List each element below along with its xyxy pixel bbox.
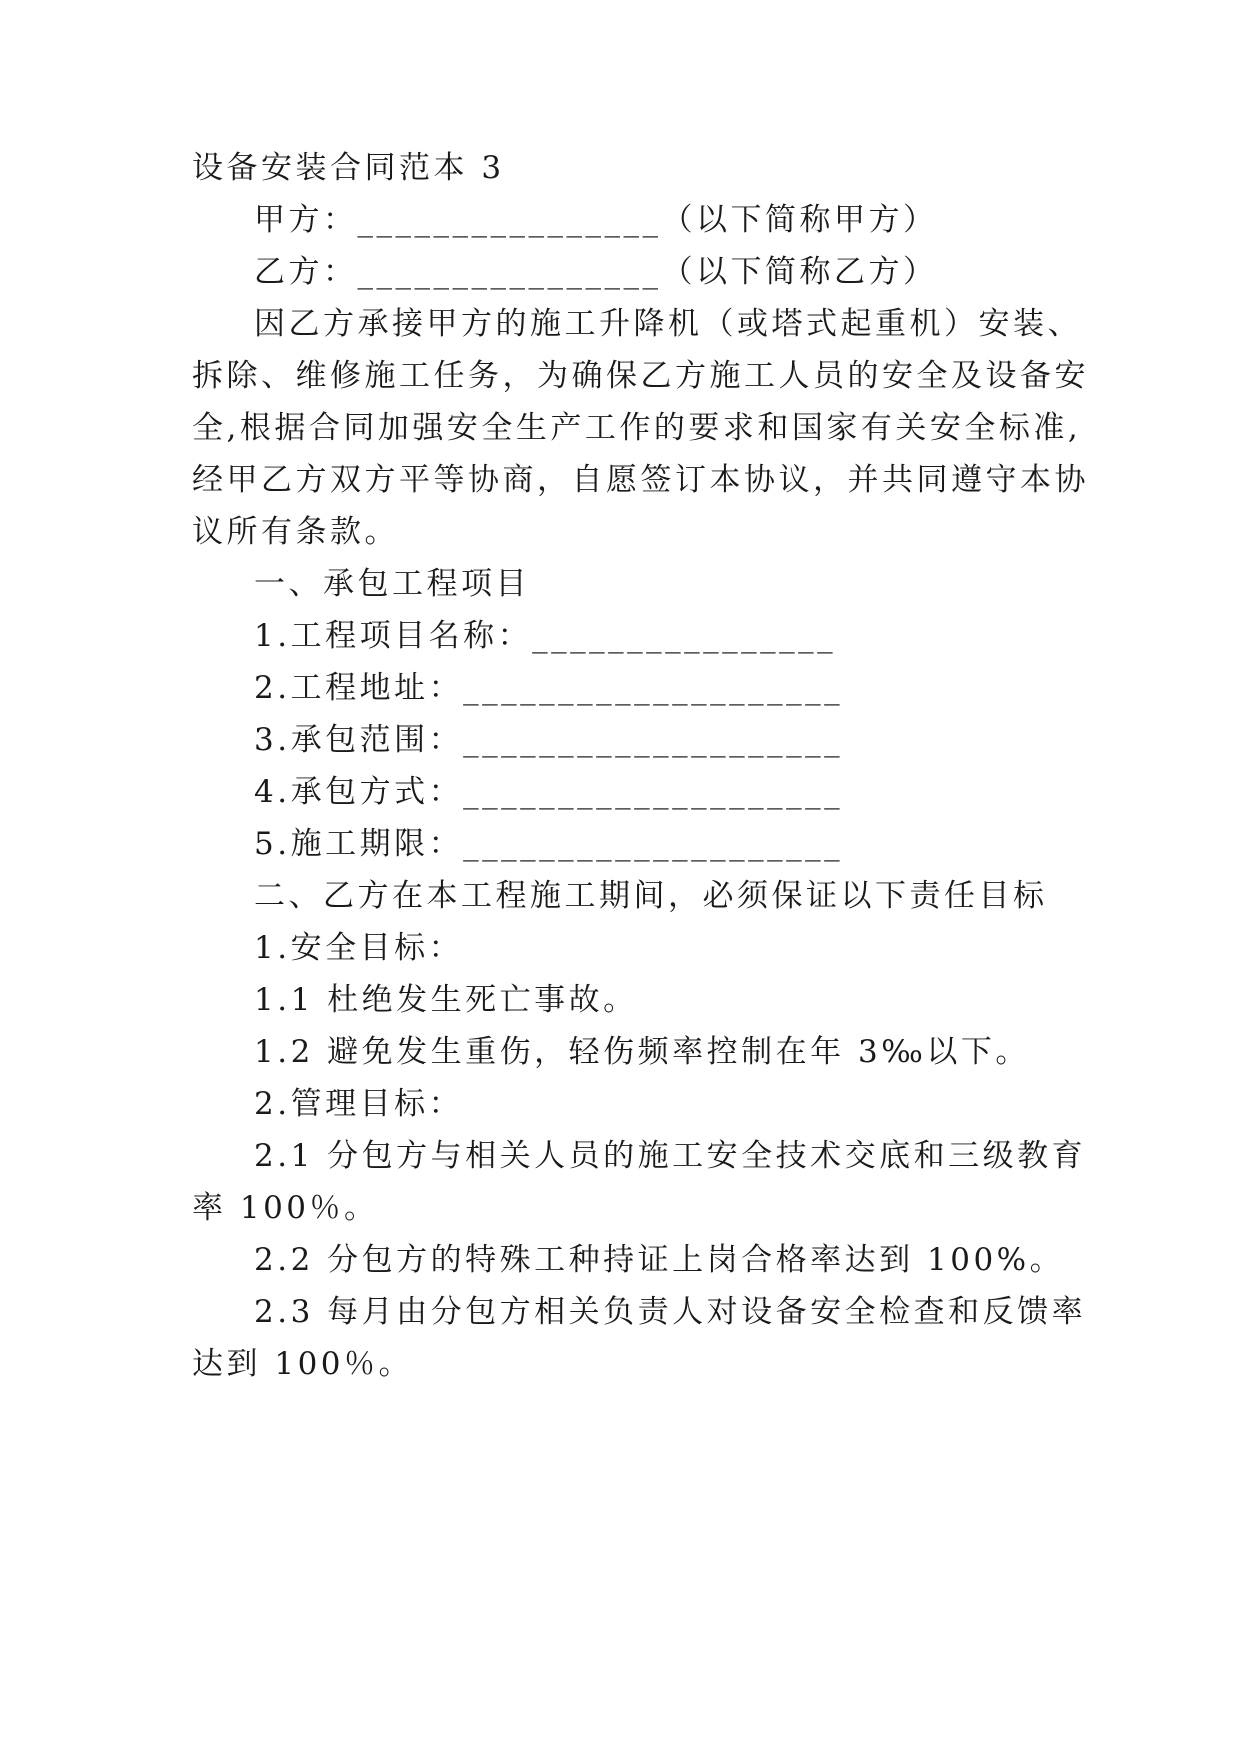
section-heading: 二、乙方在本工程施工期间，必须保证以下责任目标	[254, 878, 1048, 914]
project-item: 4.承包方式：____________________	[254, 774, 844, 810]
project-item: 3.承包范围：____________________	[254, 722, 844, 758]
project-item: 1.工程项目名称：________________	[254, 618, 837, 654]
document-title: 设备安装合同范本 3	[192, 150, 505, 186]
intro-line: 经甲乙方双方平等协商，自愿签订本协议，并共同遵守本协	[192, 462, 1089, 498]
intro-line: 议所有条款。	[192, 514, 399, 550]
intro-line: 因乙方承接甲方的施工升降机（或塔式起重机）安装、	[254, 306, 1082, 342]
intro-line: 全,根据合同加强安全生产工作的要求和国家有关安全标准,	[192, 410, 1082, 446]
clause-line: 率 100％。	[192, 1190, 379, 1226]
project-item: 2.工程地址：____________________	[254, 670, 844, 706]
clause-line: 2.3 每月由分包方相关负责人对设备安全检查和反馈率	[254, 1294, 1087, 1330]
section-heading: 一、承包工程项目	[254, 566, 530, 602]
project-item: 5.施工期限：____________________	[254, 826, 844, 862]
clause-line: 1.1 杜绝发生死亡事故。	[254, 982, 638, 1018]
party-b-line: 乙方：________________（以下简称乙方）	[254, 254, 938, 290]
clause-line: 达到 100％。	[192, 1346, 414, 1382]
clause-line: 2.2 分包方的特殊工种持证上岗合格率达到 100%。	[254, 1242, 1065, 1278]
party-a-line: 甲方：________________（以下简称甲方）	[254, 202, 938, 238]
clause-line: 1.2 避免发生重伤，轻伤频率控制在年 3‰以下。	[254, 1034, 1030, 1070]
subsection-heading: 1.安全目标：	[254, 930, 464, 966]
intro-line: 拆除、维修施工任务，为确保乙方施工人员的安全及设备安	[192, 358, 1089, 394]
subsection-heading: 2.管理目标：	[254, 1086, 464, 1122]
clause-line: 2.1 分包方与相关人员的施工安全技术交底和三级教育	[254, 1138, 1087, 1174]
